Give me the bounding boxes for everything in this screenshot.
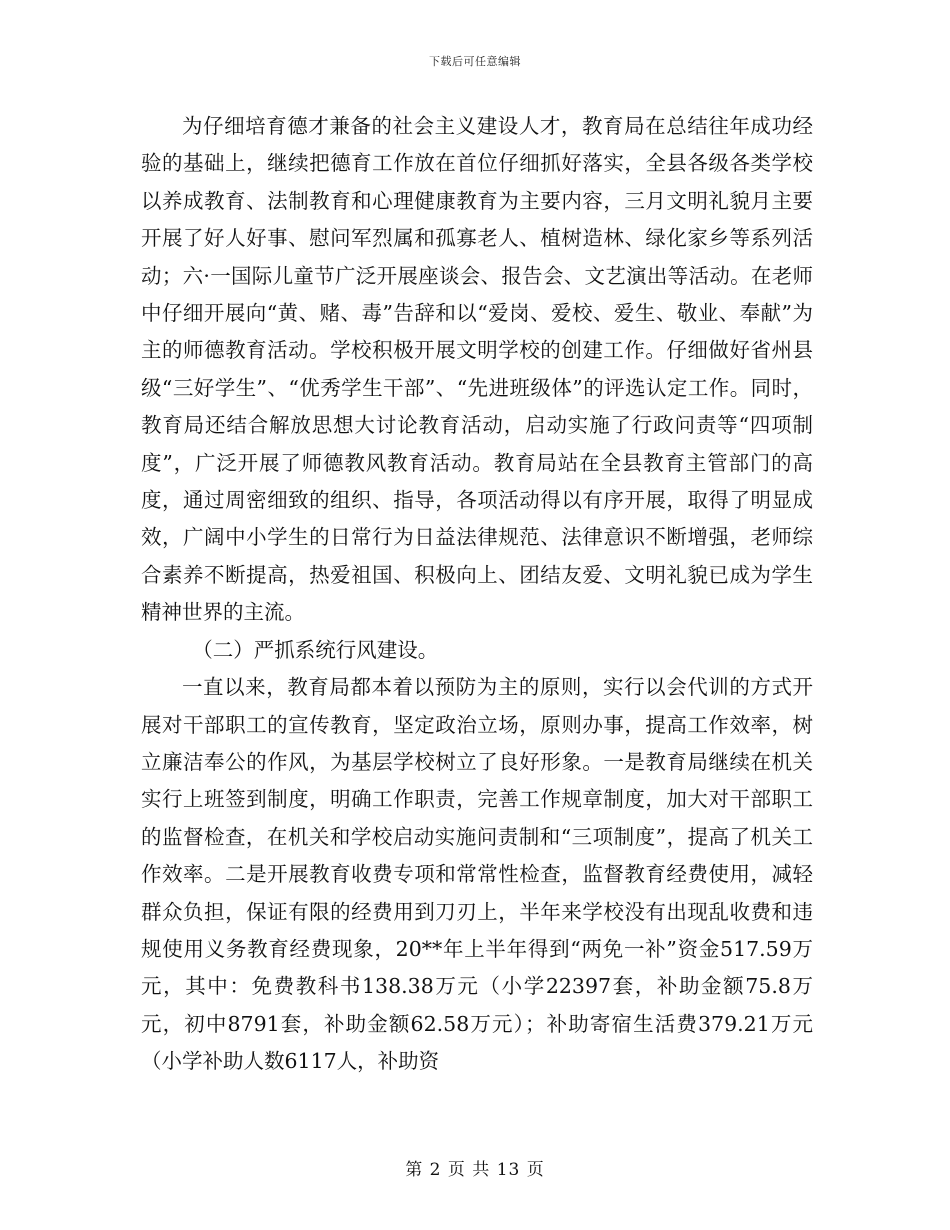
page-header: 下载后可任意编辑: [429, 55, 521, 68]
document-body: [141, 108, 813, 1081]
section-heading: （二）严抓系统行风建设。: [192, 637, 439, 662]
paragraph-conduct-building: 一直以来，教育局都本着以预防为主的原则，实行以会代训的方式开展对干部职工的宣传教育，坚定政治立场，原则办事，提高工作效率，树立廉洁奉公的作风，为基层学校树立了良好形象。一是教育局继续在机关实行上班签到制度，明确工作职责，完善工作规章制度，加大对干部职工的监督检查，在机关和学校启动实施问责制和“三项制度”，提高了机关工作效率。二是开展教育收费专项和常常性检查，监督教育经费使用，减轻群众负担，保证有限的经费用到刀刃上，半年来学校没有出现乱收费和违规使用义务教育经费现象，20**年上半年得到“两免一补”资金517.59万元，其中：免费教科书138.38万元（小学22397套，补助金额75.8万元，初中8791套，补助金额62.58万元）；补助寄宿生活费379.21万元（小学补助人数6117人，补助资: [141, 675, 813, 1074]
paragraph-moral-education: 为仔细培育德才兼备的社会主义建设人才，教育局在总结往年成功经验的基础上，继续把德育工作放在首位仔细抓好落实，全县各级各类学校以养成教育、法制教育和心理健康教育为主要内容，三月文明礼貌月主要开展了好人好事、慰问军烈属和孤寡老人、植树造林、绿化家乡等系列活动；六·一国际儿童节广泛开展座谈会、报告会、文艺演出等活动。在老师中仔细开展向“黄、赌、毒”告辞和以“爱岗、爱校、爱生、敬业、奉献”为主的师德教育活动。学校积极开展文明学校的创建工作。仔细做好省州县级“三好学生”、“优秀学生干部”、“先进班级体”的评选认定工作。同时，教育局还结合解放思想大讨论教育活动，启动实施了行政问责等“四项制度”，广泛开展了师德教风教育活动。教育局站在全县教育主管部门的高度，通过周密细致的组织、指导，各项活动得以有序开展，取得了明显成效，广阔中小学生的日常行为日益法律规范、法律意识不断增强，老师综合素养不断提高，热爱祖国、积极向上、团结友爱、文明礼貌已成为学生精神世界的主流。: [141, 114, 813, 625]
page-number-footer: 第 2 页 共 13 页: [405, 1160, 545, 1180]
